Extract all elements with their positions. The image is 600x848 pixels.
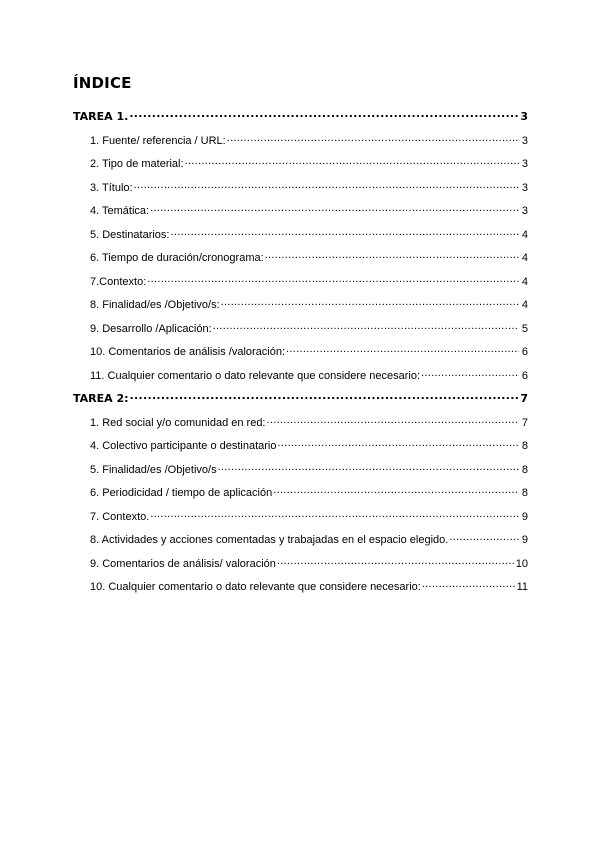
toc-entry-label: TAREA 1. [73, 110, 129, 123]
toc-page-number: 6 [521, 369, 528, 382]
toc-entry-label: 5. Destinatarios: [90, 228, 170, 241]
toc-entry-label: 4. Temática: [90, 205, 150, 217]
toc-page-number: 7 [521, 416, 528, 429]
toc-dot-leader [265, 249, 519, 261]
toc-page-number: 8 [521, 487, 528, 499]
toc-entry[interactable] [90, 226, 528, 242]
toc-page-number: 4 [521, 228, 528, 241]
toc-entry[interactable] [90, 249, 528, 265]
page-title: ÍNDICE [73, 74, 132, 92]
toc-dot-leader [134, 179, 519, 191]
toc-entry-label: 11. Cualquier comentario o dato relevante que considere necesario: [90, 369, 420, 382]
toc-entry-label: 9. Desarrollo /Aplicación: [90, 322, 212, 335]
toc-entry[interactable] [90, 296, 528, 312]
toc-dot-leader [218, 461, 519, 473]
toc-entry[interactable] [90, 320, 528, 336]
toc-page-number: 9 [521, 534, 528, 546]
toc-page-number: 6 [521, 346, 528, 358]
toc-page-number: 4 [521, 275, 528, 288]
toc-entry-label: 6. Periodicidad / tiempo de aplicación [90, 487, 273, 499]
toc-entry-label: 10. Cualquier comentario o dato relevante que considere necesario: [90, 581, 421, 593]
toc-dot-leader [147, 273, 519, 285]
toc-dot-leader [273, 484, 519, 496]
toc-entry-label: 5. Finalidad/es /Objetivo/s [90, 463, 217, 476]
toc-dot-leader [227, 132, 519, 144]
toc-dot-leader [130, 390, 519, 402]
toc-entry[interactable] [90, 367, 528, 383]
toc-page-number: 7 [520, 392, 528, 405]
toc-page-number: 3 [521, 205, 528, 217]
toc-entry[interactable] [90, 484, 528, 500]
toc-entry[interactable] [90, 461, 528, 477]
toc-dot-leader [286, 343, 519, 355]
toc-page-number: 4 [521, 299, 528, 311]
toc-dot-leader [170, 226, 519, 238]
toc-entry-label: 7.Contexto: [90, 275, 147, 288]
toc-entry[interactable] [90, 578, 528, 594]
toc-page-number: 3 [521, 181, 528, 194]
toc-dot-leader [150, 202, 519, 214]
toc-page-number: 3 [521, 134, 528, 147]
toc-page-number: 10 [515, 557, 528, 570]
toc-entry-label: 3. Título: [90, 181, 133, 194]
toc-entry-label: 4. Colectivo participante o destinatario [90, 440, 277, 452]
toc-entry-label: 2. Tipo de material: [90, 158, 184, 170]
toc-page-number: 5 [521, 322, 528, 335]
toc-entry[interactable] [90, 179, 528, 195]
toc-dot-leader [267, 414, 520, 426]
toc-section-entry[interactable] [73, 108, 528, 124]
toc-entry[interactable] [90, 555, 528, 571]
toc-dot-leader [449, 531, 519, 543]
toc-page-number: 4 [521, 252, 528, 264]
toc-entry[interactable] [90, 414, 528, 430]
toc-dot-leader [185, 155, 519, 167]
toc-dot-leader [213, 320, 519, 332]
toc-entry[interactable] [90, 273, 528, 289]
toc-page-number: 9 [521, 510, 528, 523]
toc-entry[interactable] [90, 508, 528, 524]
toc-entry[interactable] [90, 437, 528, 453]
toc-dot-leader [221, 296, 519, 308]
toc-entry[interactable] [90, 343, 528, 359]
toc-entry-label: 1. Fuente/ referencia / URL: [90, 134, 226, 147]
toc-page-number: 11 [516, 581, 528, 593]
toc-entry-label: 6. Tiempo de duración/cronograma: [90, 252, 264, 264]
toc-page-number: 8 [521, 463, 528, 476]
toc-entry[interactable] [90, 202, 528, 218]
toc-entry[interactable] [90, 531, 528, 547]
toc-entry-label: 1. Red social y/o comunidad en red: [90, 416, 266, 429]
toc-section-entry[interactable] [73, 390, 528, 406]
toc-entry-label: 8. Finalidad/es /Objetivo/s: [90, 299, 220, 311]
toc-entry[interactable] [90, 132, 528, 148]
toc-dot-leader [421, 367, 519, 379]
toc-page-number: 8 [521, 440, 528, 452]
toc-dot-leader [129, 108, 519, 120]
toc-entry-label: 8. Actividades y acciones comentadas y trabajadas en el espacio elegido. [90, 534, 449, 546]
toc-entry-label: 10. Comentarios de análisis /valoración: [90, 346, 286, 358]
toc-entry-label: 7. Contexto. [90, 510, 150, 523]
toc-dot-leader [277, 555, 515, 567]
toc-entry-label: 9. Comentarios de análisis/ valoración [90, 557, 276, 570]
toc-entry-label: TAREA 2: [73, 392, 129, 405]
toc-entry[interactable] [90, 155, 528, 171]
toc-dot-leader [278, 437, 520, 449]
toc-page-number: 3 [521, 158, 528, 170]
toc-dot-leader [150, 508, 519, 520]
toc-dot-leader [422, 578, 516, 590]
toc-page-number: 3 [520, 110, 528, 123]
